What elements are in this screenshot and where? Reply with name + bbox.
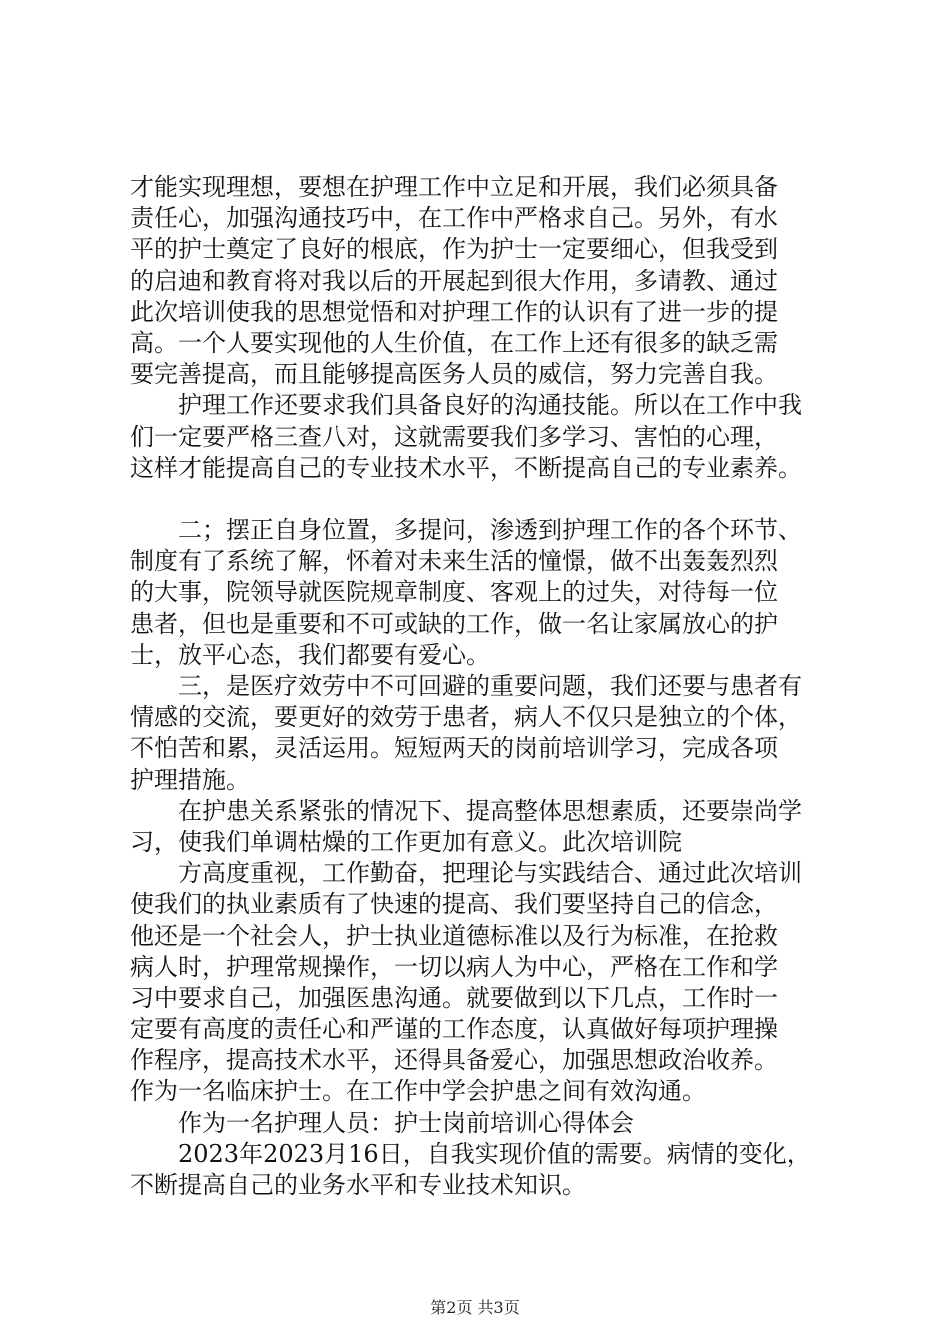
text-line: 病人时，护理常规操作，一切以病人为中心，严格在工作和学: [130, 952, 778, 981]
paragraph-1: [130, 172, 850, 390]
text-line: 的大事，院领导就医院规章制度、客观上的过失，对待每一位: [130, 578, 778, 607]
text-line: 才能实现理想，要想在护理工作中立足和开展，我们必须具备: [130, 173, 778, 201]
text-line: 士，放平心态，我们都要有爱心。: [130, 640, 490, 669]
paragraph-2: [130, 390, 850, 484]
text-line: 在护患关系紧张的情况下、提高整体思想素质，还要崇尚学: [178, 796, 802, 825]
paragraph-7: [130, 1108, 850, 1139]
paragraph-gap: [130, 484, 850, 515]
text-line: 作为一名护理人员：护士岗前培训心得体会: [178, 1108, 634, 1137]
text-line: 此次培训使我的思想觉悟和对护理工作的认识有了进一步的提: [130, 297, 778, 326]
text-line: 责任心，加强沟通技巧中，在工作中严格求自己。另外，有水: [130, 204, 778, 233]
text-line: 护理措施。: [130, 765, 250, 794]
page-number-footer: 第2页 共3页: [430, 1298, 520, 1317]
paragraph-3: [130, 515, 850, 671]
paragraph-4: [130, 671, 850, 796]
text-line: 作程序，提高技术水平，还得具备爱心，加强思想政治收养。: [130, 1046, 778, 1075]
text-line: 制度有了系统了解，怀着对未来生活的憧憬，做不出轰轰烈烈: [130, 547, 778, 576]
text-line: 三，是医疗效劳中不可回避的重要问题，我们还要与患者有: [178, 672, 802, 700]
text-line: 作为一名临床护士。在工作中学会护患之间有效沟通。: [130, 1077, 706, 1106]
text-line: 们一定要严格三查八对，这就需要我们多学习、害怕的心理，: [130, 422, 778, 451]
text-line: 他还是一个社会人，护士执业道德标准以及行为标准，在抢救: [130, 921, 778, 950]
text-line: 情感的交流，要更好的效劳于患者，病人不仅只是独立的个体，: [130, 703, 802, 732]
document-body: [130, 172, 850, 1201]
text-line: 方高度重视，工作勤奋，把理论与实践结合、通过此次培训: [178, 859, 802, 888]
text-line: 习，使我们单调枯燥的工作更加有意义。此次培训院: [130, 827, 682, 856]
text-line: 的启迪和教育将对我以后的开展起到很大作用，多请教、通过: [130, 266, 778, 295]
paragraph-5: [130, 796, 850, 858]
text-line: 使我们的执业素质有了快速的提高、我们要坚持自己的信念，: [130, 890, 778, 919]
text-line: 要完善提高，而且能够提高医务人员的威信，努力完善自我。: [130, 360, 778, 389]
text-line: 不断提高自己的业务水平和专业技术知识。: [130, 1171, 586, 1199]
text-line: 2023年2023月16日，自我实现价值的需要。病情的变化，: [178, 1139, 811, 1168]
text-line: 二；摆正自身位置，多提问，渗透到护理工作的各个环节、: [178, 516, 802, 545]
text-line: 习中要求自己，加强医患沟通。就要做到以下几点，工作时一: [130, 983, 778, 1012]
text-line: 这样才能提高自己的专业技术水平，不断提高自己的专业素养。: [130, 453, 802, 482]
paragraph-8: [130, 1139, 850, 1201]
text-line: 护理工作还要求我们具备良好的沟通技能。所以在工作中我: [178, 391, 802, 420]
paragraph-6: [130, 858, 850, 1108]
text-line: 高。一个人要实现他的人生价值，在工作上还有很多的缺乏需: [130, 328, 778, 357]
text-line: 患者，但也是重要和不可或缺的工作，做一名让家属放心的护: [130, 609, 778, 638]
text-line: 定要有高度的责任心和严谨的工作态度，认真做好每项护理操: [130, 1015, 778, 1044]
text-line: 平的护士奠定了良好的根底，作为护士一定要细心，但我受到: [130, 235, 778, 264]
text-line: 不怕苦和累，灵活运用。短短两天的岗前培训学习，完成各项: [130, 734, 778, 763]
